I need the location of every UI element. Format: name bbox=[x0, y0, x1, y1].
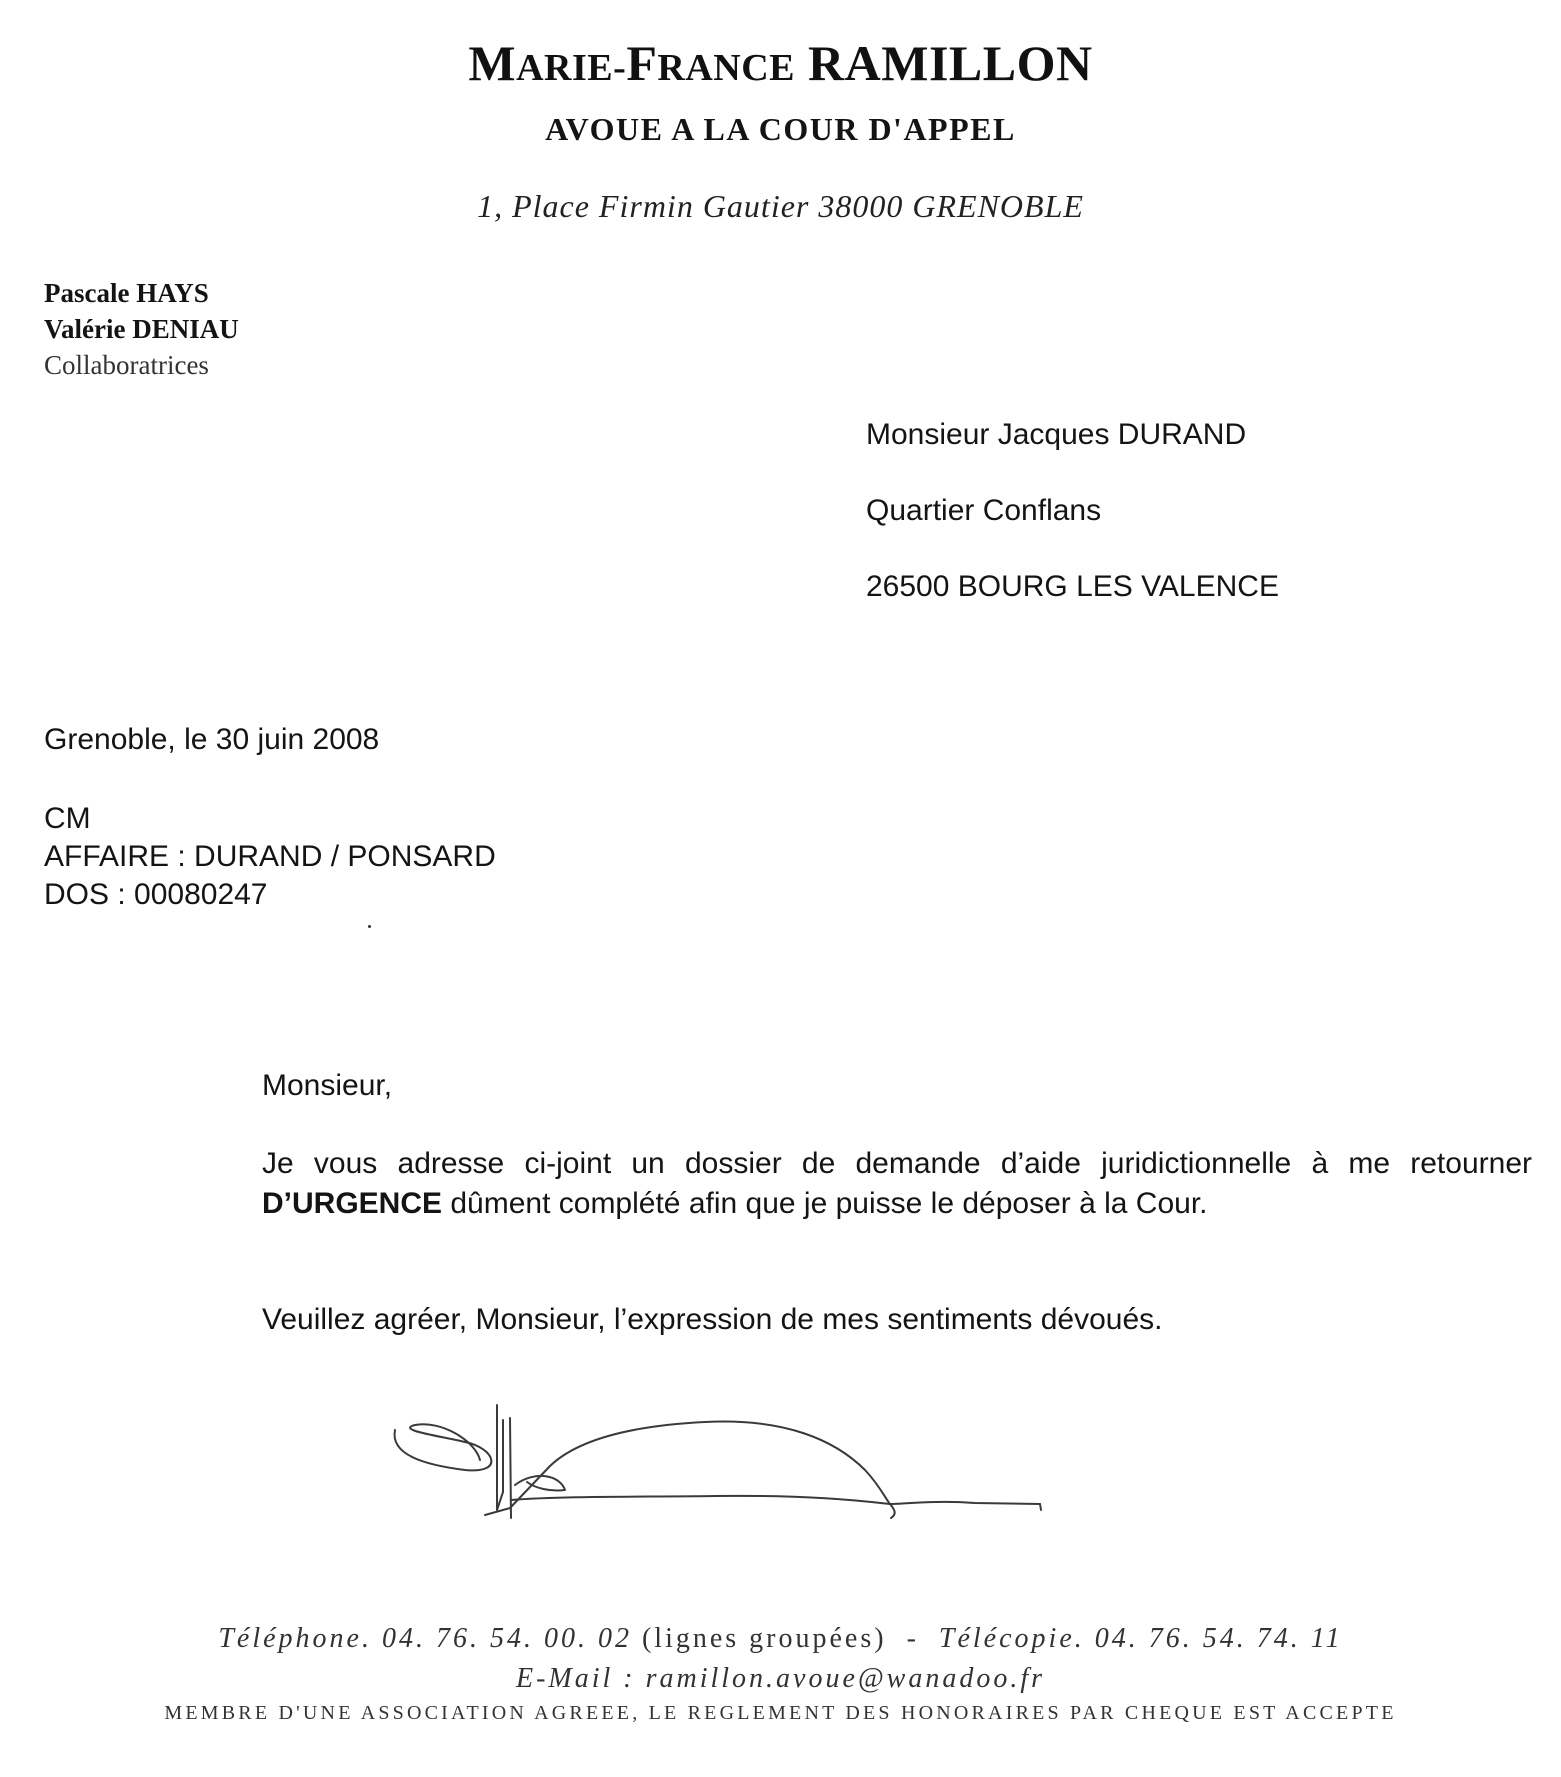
closing-formula: Veuillez agréer, Monsieur, l’expression de mes sentiments dévoués. bbox=[262, 1303, 1163, 1336]
fax-number: 04. 76. 54. 74. 11 bbox=[1094, 1623, 1343, 1654]
scan-speck bbox=[368, 925, 371, 928]
date-line: Grenoble, le 30 juin 2008 bbox=[44, 723, 380, 756]
reference-initials: CM bbox=[44, 802, 91, 835]
letterhead-name bbox=[0, 34, 1561, 92]
letterhead-last-name: RAMILLON bbox=[808, 35, 1093, 91]
footer-contact-line bbox=[0, 1623, 1561, 1655]
paragraph-text-after: dûment complété afin que je puisse le déposer à la Cour. bbox=[450, 1187, 1208, 1220]
recipient-address-block bbox=[866, 416, 1279, 644]
collaborators-block bbox=[44, 275, 239, 383]
letterhead-address: 1, Place Firmin Gautier 38000 GRENOBLE bbox=[477, 188, 1084, 224]
references-block bbox=[44, 800, 496, 914]
letterhead-title: AVOUE A LA COUR D'APPEL bbox=[545, 111, 1016, 147]
telephone-note: (lignes groupées) bbox=[641, 1623, 887, 1654]
recipient-street: Quartier Conflans bbox=[866, 494, 1102, 527]
handwritten-signature bbox=[385, 1400, 1065, 1540]
fax-label: Télécopie. bbox=[938, 1623, 1085, 1654]
paragraph-text-before: Je vous adresse ci-joint un dossier de demande d’aide juridictionnelle à me retourner bbox=[262, 1147, 1532, 1180]
collaborators-role: Collaboratrices bbox=[44, 350, 209, 380]
urgent-emphasis: D’URGENCE bbox=[262, 1187, 443, 1220]
telephone-label: Téléphone. bbox=[218, 1623, 372, 1654]
recipient-name: Monsieur Jacques DURAND bbox=[866, 418, 1247, 451]
reference-dossier: DOS : 00080247 bbox=[44, 878, 268, 911]
collaborator-name: Valérie DENIAU bbox=[44, 314, 239, 344]
footer-separator: - bbox=[906, 1623, 919, 1654]
footer-membership: MEMBRE D'UNE ASSOCIATION AGREEE, LE REGLEMENT DES HONORAIRES PAR CHEQUE EST ACCEPTE bbox=[164, 1702, 1397, 1724]
reference-affaire: AFFAIRE : DURAND / PONSARD bbox=[44, 840, 496, 873]
footer-email: E-Mail : ramillon.avoue@wanadoo.fr bbox=[515, 1663, 1046, 1694]
letterhead-first-name: MARIE-FRANCE bbox=[468, 35, 796, 91]
collaborator-name: Pascale HAYS bbox=[44, 278, 209, 308]
body-paragraph bbox=[262, 1144, 1532, 1224]
telephone-number: 04. 76. 54. 00. 02 bbox=[381, 1623, 632, 1654]
recipient-city: 26500 BOURG LES VALENCE bbox=[866, 570, 1279, 603]
salutation: Monsieur, bbox=[262, 1069, 393, 1102]
letter-body bbox=[262, 1066, 1532, 1340]
